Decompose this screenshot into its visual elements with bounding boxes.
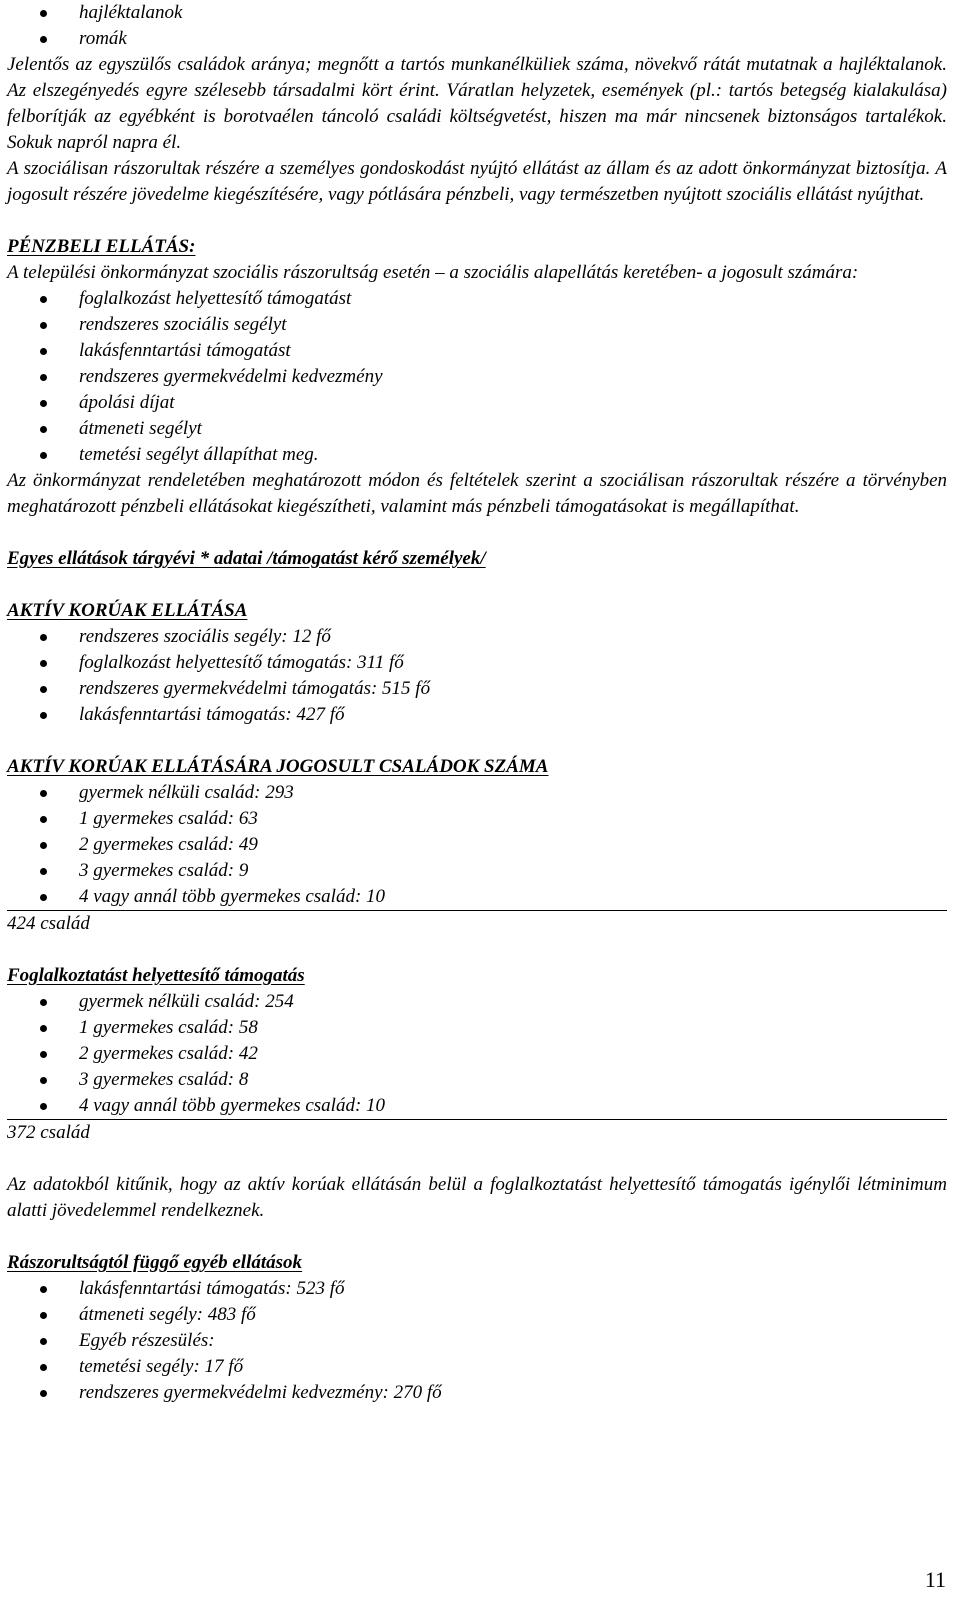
bullet-icon: [40, 348, 47, 355]
csaladok-total: 424 család: [7, 913, 90, 934]
list-item-text: 2 gyermekes család: 49: [79, 834, 258, 855]
bullet-icon: [40, 10, 47, 17]
raszorultsag-list: [7, 1276, 947, 1406]
aktiv-heading: AKTÍV KORÚAK ELLÁTÁSA: [7, 600, 248, 621]
bullet-icon: [40, 1390, 47, 1397]
list-item: [7, 26, 947, 52]
bullet-icon: [40, 894, 47, 901]
bullet-icon: [40, 842, 47, 849]
paragraph-state-care: A szociálisan rászorultak részére a személyes gondoskodást nyújtó ellátást az állam és az adott önkormányzat biztosítja. A jogosult részére jövedelme kiegészítésére, vagy pótlására pénzbeli, vagy természetben nyújtott szociális ellátást nyújthat.: [7, 158, 947, 205]
list-item-text: gyermek nélküli család: 254: [79, 991, 294, 1012]
list-item: [7, 0, 947, 26]
list-item-text: 1 gyermekes család: 63: [79, 808, 258, 829]
list-item-text: ápolási díjat: [79, 392, 175, 413]
list-item-text: 3 gyermekes család: 9: [79, 860, 249, 881]
list-item: [7, 1380, 947, 1406]
bullet-icon: [40, 790, 47, 797]
bullet-icon: [40, 426, 47, 433]
bullet-icon: [40, 868, 47, 875]
list-item-text: rendszeres szociális segély: 12 fő: [79, 626, 331, 647]
bullet-icon: [40, 1025, 47, 1032]
list-item: [7, 884, 947, 911]
bullet-icon: [40, 1312, 47, 1319]
list-item: [7, 1093, 947, 1120]
list-item-text: 3 gyermekes család: 8: [79, 1069, 249, 1090]
foglalkoztatast-list: [7, 989, 947, 1120]
list-item: [7, 390, 947, 416]
bullet-icon: [40, 1051, 47, 1058]
bullet-icon: [40, 296, 47, 303]
conclusion-paragraph: Az adatokból kitűnik, hogy az aktív korúak ellátásán belül a foglalkoztatást helyettesítő támogatás igénylői létminimum alatti jövedelemmel rendelkeznek.: [7, 1174, 947, 1221]
list-item-text: rendszeres szociális segélyt: [79, 314, 287, 335]
page-number: 11: [924, 1567, 946, 1592]
list-item: [7, 989, 947, 1015]
penzbeli-heading: PÉNZBELI ELLÁTÁS:: [7, 236, 196, 257]
list-item-text: gyermek nélküli család: 293: [79, 782, 294, 803]
list-item-text: foglalkozást helyettesítő támogatást: [79, 288, 352, 309]
penzbeli-intro: A települési önkormányzat szociális rászorultság esetén – a szociális alapellátás keretében- a jogosult számára:: [7, 262, 859, 283]
list-item: [7, 338, 947, 364]
document-page: [7, 0, 947, 1406]
csaladok-heading: AKTÍV KORÚAK ELLÁTÁSÁRA JOGOSULT CSALÁDOK SZÁMA: [7, 756, 549, 777]
list-item-text: Egyéb részesülés:: [79, 1330, 215, 1351]
list-item-text: lakásfenntartási támogatás: 427 fő: [79, 704, 345, 725]
bullet-icon: [40, 1286, 47, 1293]
list-item: [7, 1276, 947, 1302]
bullet-icon: [40, 1364, 47, 1371]
bullet-icon: [40, 36, 47, 43]
list-item: [7, 1328, 947, 1354]
list-item-text: foglalkozást helyettesítő támogatás: 311 fő: [79, 652, 404, 673]
bullet-icon: [40, 816, 47, 823]
bullet-icon: [40, 1338, 47, 1345]
list-item-text: 4 vagy annál több gyermekes család: 10: [79, 886, 386, 907]
bullet-icon: [40, 322, 47, 329]
csaladok-list: [7, 780, 947, 911]
list-item-text: romák: [79, 28, 127, 49]
paragraph-intro: Jelentős az egyszülős családok aránya; megnőtt a tartós munkanélküliek száma, növekvő rátát mutatnak a hajléktalanok. Az elszegényedés egyre szélesebb társadalmi kört érint. Váratlan helyzetek, események (pl.: tartós betegség kialakulása) felborítják az egyébként is borotvaélen táncoló családi költségvetést, hiszen ma már nincsenek biztonságos tartalékok. Sokuk napról napra él.: [7, 54, 947, 153]
bullet-icon: [40, 400, 47, 407]
list-item: [7, 858, 947, 884]
list-item: [7, 1015, 947, 1041]
list-item: [7, 1354, 947, 1380]
list-item-text: rendszeres gyermekvédelmi kedvezmény: 270 fő: [79, 1382, 442, 1403]
list-item-text: hajléktalanok: [79, 2, 183, 23]
list-item: [7, 832, 947, 858]
list-item-text: rendszeres gyermekvédelmi kedvezmény: [79, 366, 383, 387]
bullet-icon: [40, 1103, 47, 1110]
list-item: [7, 650, 947, 676]
list-item-text: átmeneti segélyt: [79, 418, 202, 439]
list-item-text: 1 gyermekes család: 58: [79, 1017, 258, 1038]
list-item-text: 2 gyermekes család: 42: [79, 1043, 258, 1064]
aktiv-list: [7, 624, 947, 728]
list-item-text: lakásfenntartási támogatást: [79, 340, 291, 361]
bullet-icon: [40, 452, 47, 459]
list-item: [7, 312, 947, 338]
list-item: [7, 806, 947, 832]
list-item-text: lakásfenntartási támogatás: 523 fő: [79, 1278, 345, 1299]
bullet-icon: [40, 660, 47, 667]
bullet-icon: [40, 634, 47, 641]
list-item-text: rendszeres gyermekvédelmi támogatás: 515 fő: [79, 678, 431, 699]
bullet-icon: [40, 1077, 47, 1084]
list-item: [7, 416, 947, 442]
bullet-icon: [40, 999, 47, 1006]
raszorultsag-heading: Rászorultságtól függő egyéb ellátások: [7, 1252, 303, 1273]
list-item-text: temetési segély: 17 fő: [79, 1356, 244, 1377]
list-item: [7, 676, 947, 702]
list-item-text: temetési segélyt állapíthat meg.: [79, 444, 319, 465]
foglalkoztatast-total: 372 család: [7, 1122, 90, 1143]
list-item: [7, 1041, 947, 1067]
list-item: [7, 780, 947, 806]
bullet-icon: [40, 686, 47, 693]
list-item: [7, 1302, 947, 1328]
list-item: [7, 702, 947, 728]
list-item-text: átmeneti segély: 483 fő: [79, 1304, 256, 1325]
top-bullet-list: [7, 0, 947, 52]
section-title: Egyes ellátások tárgyévi * adatai /támogatást kérő személyek/: [7, 548, 486, 569]
list-item: [7, 286, 947, 312]
list-item: [7, 1067, 947, 1093]
list-item-text: 4 vagy annál több gyermekes család: 10: [79, 1095, 386, 1116]
foglalkoztatast-heading: Foglalkoztatást helyettesítő támogatás: [7, 965, 305, 986]
penzbeli-list: [7, 286, 947, 468]
bullet-icon: [40, 712, 47, 719]
list-item: [7, 442, 947, 468]
list-item: [7, 624, 947, 650]
list-item: [7, 364, 947, 390]
penzbeli-outro: Az önkormányzat rendeletében meghatározott módon és feltételek szerint a szociálisan rászorultak részére a törvényben meghatározott pénzbeli ellátásokat kiegészítheti, valamint más pénzbeli támogatásokat is megállapíthat.: [7, 470, 947, 517]
bullet-icon: [40, 374, 47, 381]
